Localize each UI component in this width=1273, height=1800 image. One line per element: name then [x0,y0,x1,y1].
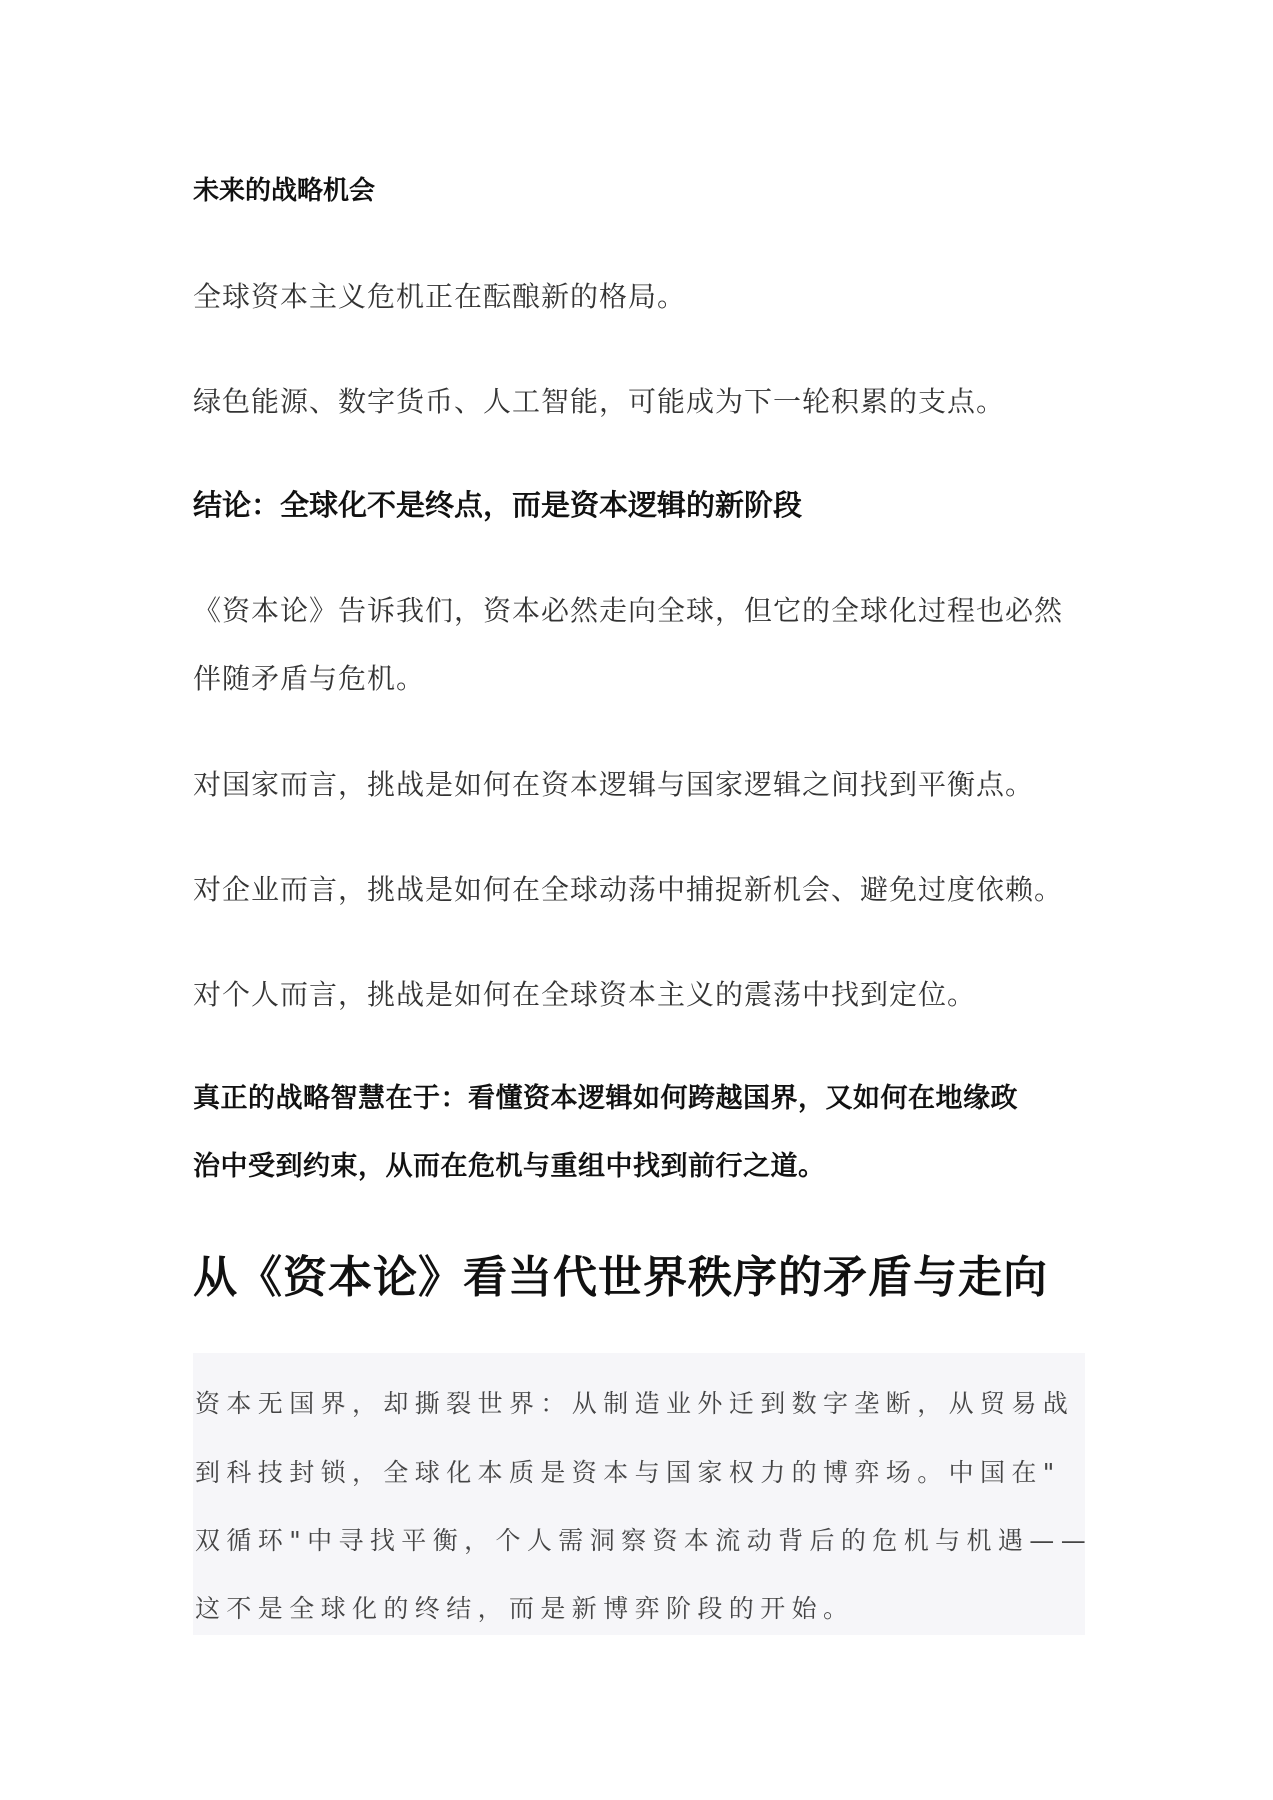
bold-paragraph: 治中受到约束，从而在危机与重组中找到前行之道。 [193,1151,826,1182]
summary-line: 双循环"中寻找平衡，个人需洞察资本流动背后的危机与机遇—— [195,1526,1093,1555]
summary-line: 到科技封锁，全球化本质是资本与国家权力的博弈场。中国在" [195,1458,1061,1487]
section-heading-conclusion: 结论：全球化不是终点，而是资本逻辑的新阶段 [193,488,803,522]
section-heading-opportunity: 未来的战略机会 [193,176,376,206]
paragraph: 绿色能源、数字货币、人工智能，可能成为下一轮积累的支点。 [193,385,1006,418]
article-title: 从《资本论》看当代世界秩序的矛盾与走向 [193,1252,1048,1303]
paragraph: 《资本论》告诉我们，资本必然走向全球，但它的全球化过程也必然 [193,594,1064,627]
bold-paragraph: 真正的战略智慧在于：看懂资本逻辑如何跨越国界，又如何在地缘政 [193,1083,1018,1114]
paragraph: 全球资本主义危机正在酝酿新的格局。 [193,280,687,313]
paragraph: 对企业而言，挑战是如何在全球动荡中捕捉新机会、避免过度依赖。 [193,873,1064,906]
paragraph: 对国家而言，挑战是如何在资本逻辑与国家逻辑之间找到平衡点。 [193,768,1035,801]
paragraph: 伴随矛盾与危机。 [193,662,426,695]
summary-block [193,1353,1093,1635]
paragraph: 对个人而言，挑战是如何在全球资本主义的震荡中找到定位。 [193,978,977,1011]
summary-line: 资本无国界，却撕裂世界：从制造业外迁到数字垄断，从贸易战 [195,1389,1075,1418]
summary-line: 这不是全球化的终结，而是新博弈阶段的开始。 [195,1594,855,1623]
